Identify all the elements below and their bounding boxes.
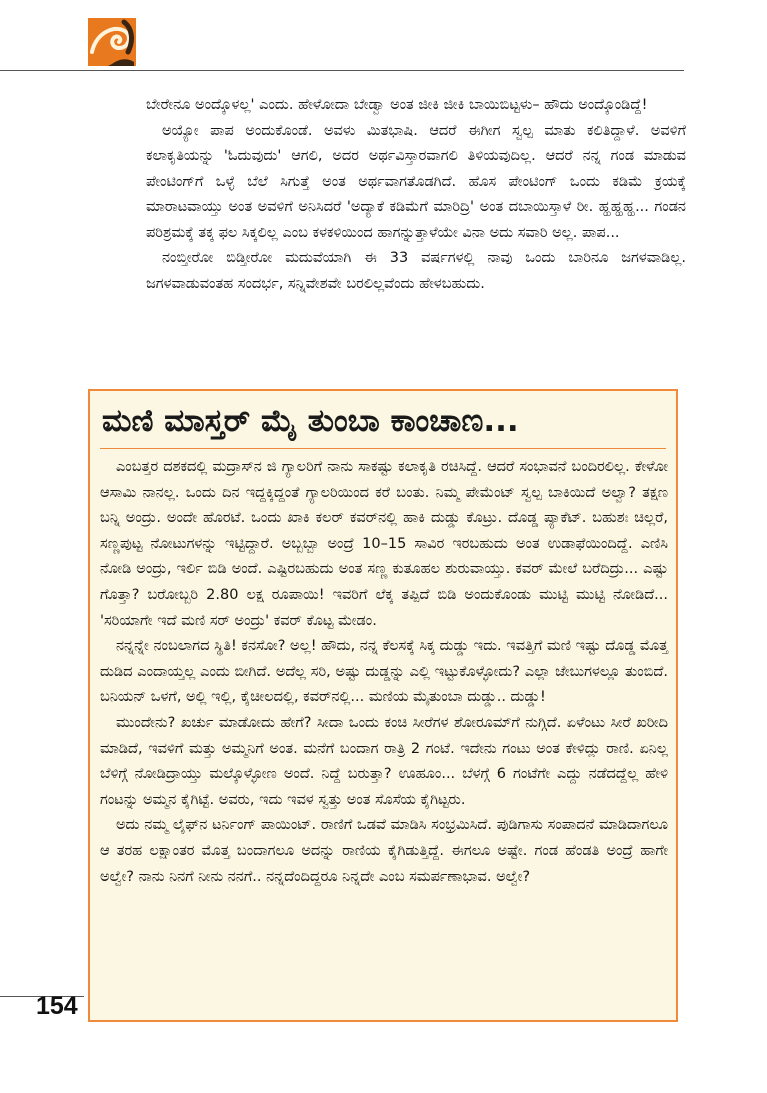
- box-paragraph: ಅದು ನಮ್ಮ ಲೈಫ್‌ನ ಟರ್ನಿಂಗ್ ಪಾಯಿಂಟ್. ರಾಣಿಗೆ ಒಡವೆ ಮಾಡಿಸಿ ಸಂಭ್ರಮಿಸಿದೆ. ಪುಡಿಗಾಸು ಸಂಪಾದನೆ ಮಾಡಿದಾಗಲೂ ಆ ತರಹ ಲಕ್ಷಾಂತರ ಮೊತ್ತ ಬಂದಾಗಲೂ ಅದನ್ನು ರಾಣಿಯ ಕೈಗಿಡುತ್ತಿದ್ದೆ. ಈಗಲೂ ಅಷ್ಟೇ. ಗಂಡ ಹೆಂಡತಿ ಅಂದ್ರೆ ಹಾಗೇ ಅಲ್ವೇ? ನಾನು ನಿನಗೆ ನೀನು ನನಗೆ.. ನನ್ನದೆಂದಿದ್ದರೂ ನಿನ್ನದೇ ಎಂಬ ಸಮರ್ಪಣಾಭಾವ. ಅಲ್ವೇ?: [100, 817, 668, 885]
- orange-swirl-logo-icon: [88, 18, 136, 66]
- top-paragraph: ಬೇರೇನೂ ಅಂದ್ಕೊಳಲ್ಲ' ಎಂದು. ಹೇಳೋದಾ ಬೇಡ್ವಾ ಅಂತ ಜೀಕಿ ಜೀಕಿ ಬಾಯಿಬಿಟ್ಟಳು– ಹೌದು ಅಂದ್ಕೊಂಡಿದ್ದೆ!: [146, 97, 648, 113]
- box-paragraph: ನನ್ನನ್ನೇ ನಂಬಲಾಗದ ಸ್ಥಿತಿ! ಕನಸೋ? ಅಲ್ಲ! ಹೌದು, ನನ್ನ ಕೆಲಸಕ್ಕೆ ಸಿಕ್ಕ ದುಡ್ಡು ಇದು. ಇವತ್ತಿಗೆ ಮಣಿ ಇಷ್ಟು ದೊಡ್ಡ ಮೊತ್ತ ದುಡಿದ ಎಂದಾಯ್ತಲ್ಲ ಎಂದು ಬೀಗಿದೆ. ಅದೆಲ್ಲ ಸರಿ, ಅಷ್ಟು ದುಡ್ಡನ್ನು ಎಲ್ಲಿ ಇಟ್ಟುಕೊಳ್ಳೋದು? ಎಲ್ಲಾ ಜೇಬುಗಳಲ್ಲೂ ತುಂಬಿದೆ. ಬನಿಯನ್ ಒಳಗೆ, ಅಲ್ಲಿ ಇಲ್ಲಿ, ಕೈಚೀಲದಲ್ಲಿ, ಕವರ್‌ನಲ್ಲಿ... ಮಣಿಯ ಮೈತುಂಬಾ ದುಡ್ಡು.. ದುಡ್ಡು!: [100, 638, 668, 706]
- box-paragraph: ಎಂಬತ್ತರ ದಶಕದಲ್ಲಿ ಮದ್ರಾಸ್‌ನ ಜಿ ಗ್ಯಾಲರಿಗೆ ನಾನು ಸಾಕಷ್ಟು ಕಲಾಕೃತಿ ರಚಿಸಿದ್ದೆ. ಆದರೆ ಸಂಭಾವನೆ ಬಂದಿರಲಿಲ್ಲ. ಕೇಳೋ ಆಸಾಮಿ ನಾನಲ್ಲ. ಒಂದು ದಿನ ಇದ್ದಕ್ಕಿದ್ದಂತೆ ಗ್ಯಾಲರಿಯಿಂದ ಕರೆ ಬಂತು. ನಿಮ್ಮ ಪೇಮೆಂಟ್ ಸ್ವಲ್ಪ ಬಾಕಿಯಿದೆ ಅಲ್ವಾ? ತಕ್ಷಣ ಬನ್ನಿ ಅಂದ್ರು. ಅಂದೇ ಹೊರಟೆ. ಒಂದು ಖಾಕಿ ಕಲರ್ ಕವರ್‌ನಲ್ಲಿ ಹಾಕಿ ದುಡ್ಡು ಕೊಟ್ರು. ದೊಡ್ಡ ಪ್ಯಾಕೆಟ್. ಬಹುಶಃ ಚಿಲ್ಲರೆ, ಸಣ್ಣಪುಟ್ಟ ನೋಟುಗಳನ್ನು ಇಟ್ಟಿದ್ದಾರೆ. ಅಬ್ಬಬ್ಬಾ ಅಂದ್ರೆ 10–15 ಸಾವಿರ ಇರಬಹುದು ಅಂತ ಉಡಾಫೆಯಿಂದಿದ್ದೆ. ಎಣಿಸಿ ನೋಡಿ ಅಂದ್ರು, ಇರ್ಲಿ ಬಿಡಿ ಅಂದೆ. ಎಷ್ಟಿರಬಹುದು ಅಂತ ಸಣ್ಣ ಕುತೂಹಲ ಶುರುವಾಯ್ತು. ಕವರ್ ಮೇಲೆ ಬರೆದಿದ್ರು... ಎಷ್ಟು ಗೊತ್ತಾ? ಬರೋಬ್ಬರಿ 2.80 ಲಕ್ಷ ರೂಪಾಯಿ! ಇವರಿಗೆ ಲೆಕ್ಕ ತಪ್ಪಿದೆ ಬಿಡಿ ಅಂದುಕೊಂಡು ಮುಟ್ಟಿ ಮುಟ್ಟಿ ನೋಡಿದೆ... 'ಸರಿಯಾಗೇ ಇದೆ ಮಣಿ ಸರ್ ಅಂದ್ರು' ಕವರ್ ಕೊಟ್ಟ ಮೇಡಂ.: [100, 459, 668, 629]
- top-article: [146, 93, 686, 297]
- page-number: 154: [36, 992, 78, 1020]
- top-paragraph: ನಂಬ್ತೀರೋ ಬಿಡ್ತೀರೋ ಮದುವೆಯಾಗಿ ಈ 33 ವರ್ಷಗಳಲ್ಲಿ ನಾವು ಒಂದು ಬಾರಿನೂ ಜಗಳವಾಡಿಲ್ಲ. ಜಗಳವಾಡುವಂತಹ ಸಂದರ್ಭ, ಸನ್ನಿವೇಶವೇ ಬರಲಿಲ್ಲವೆಂದು ಹೇಳಬಹುದು.: [146, 250, 686, 292]
- header-rule: [0, 70, 684, 71]
- box-body: [100, 455, 668, 890]
- box-paragraph: ಮುಂದೇನು? ಖರ್ಚು ಮಾಡೋದು ಹೇಗೆ? ಸೀದಾ ಒಂದು ಕಂಚಿ ಸೀರೆಗಳ ಶೋರೂಮ್‌ಗೆ ನುಗ್ಗಿದೆ. ಏಳೆಂಟು ಸೀರೆ ಖರೀದಿ ಮಾಡಿದೆ, ಇವಳಿಗೆ ಮತ್ತು ಅಮ್ಮನಿಗೆ ಅಂತ. ಮನೆಗೆ ಬಂದಾಗ ರಾತ್ರಿ 2 ಗಂಟೆ. ಇದೇನು ಗಂಟು ಅಂತ ಕೇಳಿದ್ಲು ರಾಣಿ. ಏನಿಲ್ಲ ಬೆಳಿಗ್ಗೆ ನೋಡಿದ್ರಾಯ್ತು ಮಲ್ಕೊಳ್ಳೋಣ ಅಂದೆ. ನಿದ್ದೆ ಬರುತ್ತಾ? ಊಹೂಂ... ಬೆಳಗ್ಗೆ 6 ಗಂಟೆಗೇ ಎದ್ದು ನಡೆದದ್ದೆಲ್ಲ ಹೇಳಿ ಗಂಟನ್ನು ಅಮ್ಮನ ಕೈಗಿಟ್ಟೆ. ಅವರು, ಇದು ಇವಳ ಸ್ವತ್ತು ಅಂತ ಸೊಸೆಯ ಕೈಗಿಟ್ಟರು.: [100, 714, 668, 808]
- sidebar-story-box: [88, 389, 678, 1022]
- box-title: ಮಣಿ ಮಾಸ್ತರ್ ಮೈ ತುಂಬಾ ಕಾಂಚಾಣ...: [102, 403, 519, 439]
- box-title-rule: [100, 448, 666, 449]
- top-paragraph: ಅಯ್ಯೋ ಪಾಪ ಅಂದುಕೊಂಡೆ. ಅವಳು ಮಿತಭಾಷಿ. ಆದರೆ ಈಗೀಗ ಸ್ವಲ್ಪ ಮಾತು ಕಲಿತಿದ್ದಾಳೆ. ಅವಳಿಗೆ ಕಲಾಕೃತಿಯನ್ನು 'ಓದುವುದು' ಆಗಲಿ, ಅದರ ಅರ್ಥವಿಸ್ತಾರವಾಗಲಿ ತಿಳಿಯವುದಿಲ್ಲ. ಆದರೆ ನನ್ನ ಗಂಡ ಮಾಡುವ ಪೇಂಟಿಂಗ್‌ಗೆ ಒಳ್ಳೆ ಬೆಲೆ ಸಿಗುತ್ತೆ ಅಂತ ಅರ್ಥವಾಗತೊಡಗಿದೆ. ಹೊಸ ಪೇಂಟಿಂಗ್ ಒಂದು ಕಡಿಮೆ ಕ್ರಯಕ್ಕೆ ಮಾರಾಟವಾಯ್ತು ಅಂತ ಅವಳಿಗೆ ಅನಿಸಿದರೆ 'ಅದ್ಯಾಕೆ ಕಡಿಮೆಗೆ ಮಾರಿದ್ರಿ' ಅಂತ ದಬಾಯಿಸ್ತಾಳೆ ರೀ. ಹ್ಹಹ್ಹಹ್ಹ... ಗಂಡನ ಪರಿಶ್ರಮಕ್ಕೆ ತಕ್ಕ ಫಲ ಸಿಕ್ಕಲಿಲ್ಲ ಎಂಬ ಕಳಕಳಿಯಿಂದ ಹಾಗನ್ನುತ್ತಾಳೆಯೇ ವಿನಾ ಅದು ಸವಾರಿ ಅಲ್ಲ. ಪಾಪ...: [146, 122, 686, 241]
